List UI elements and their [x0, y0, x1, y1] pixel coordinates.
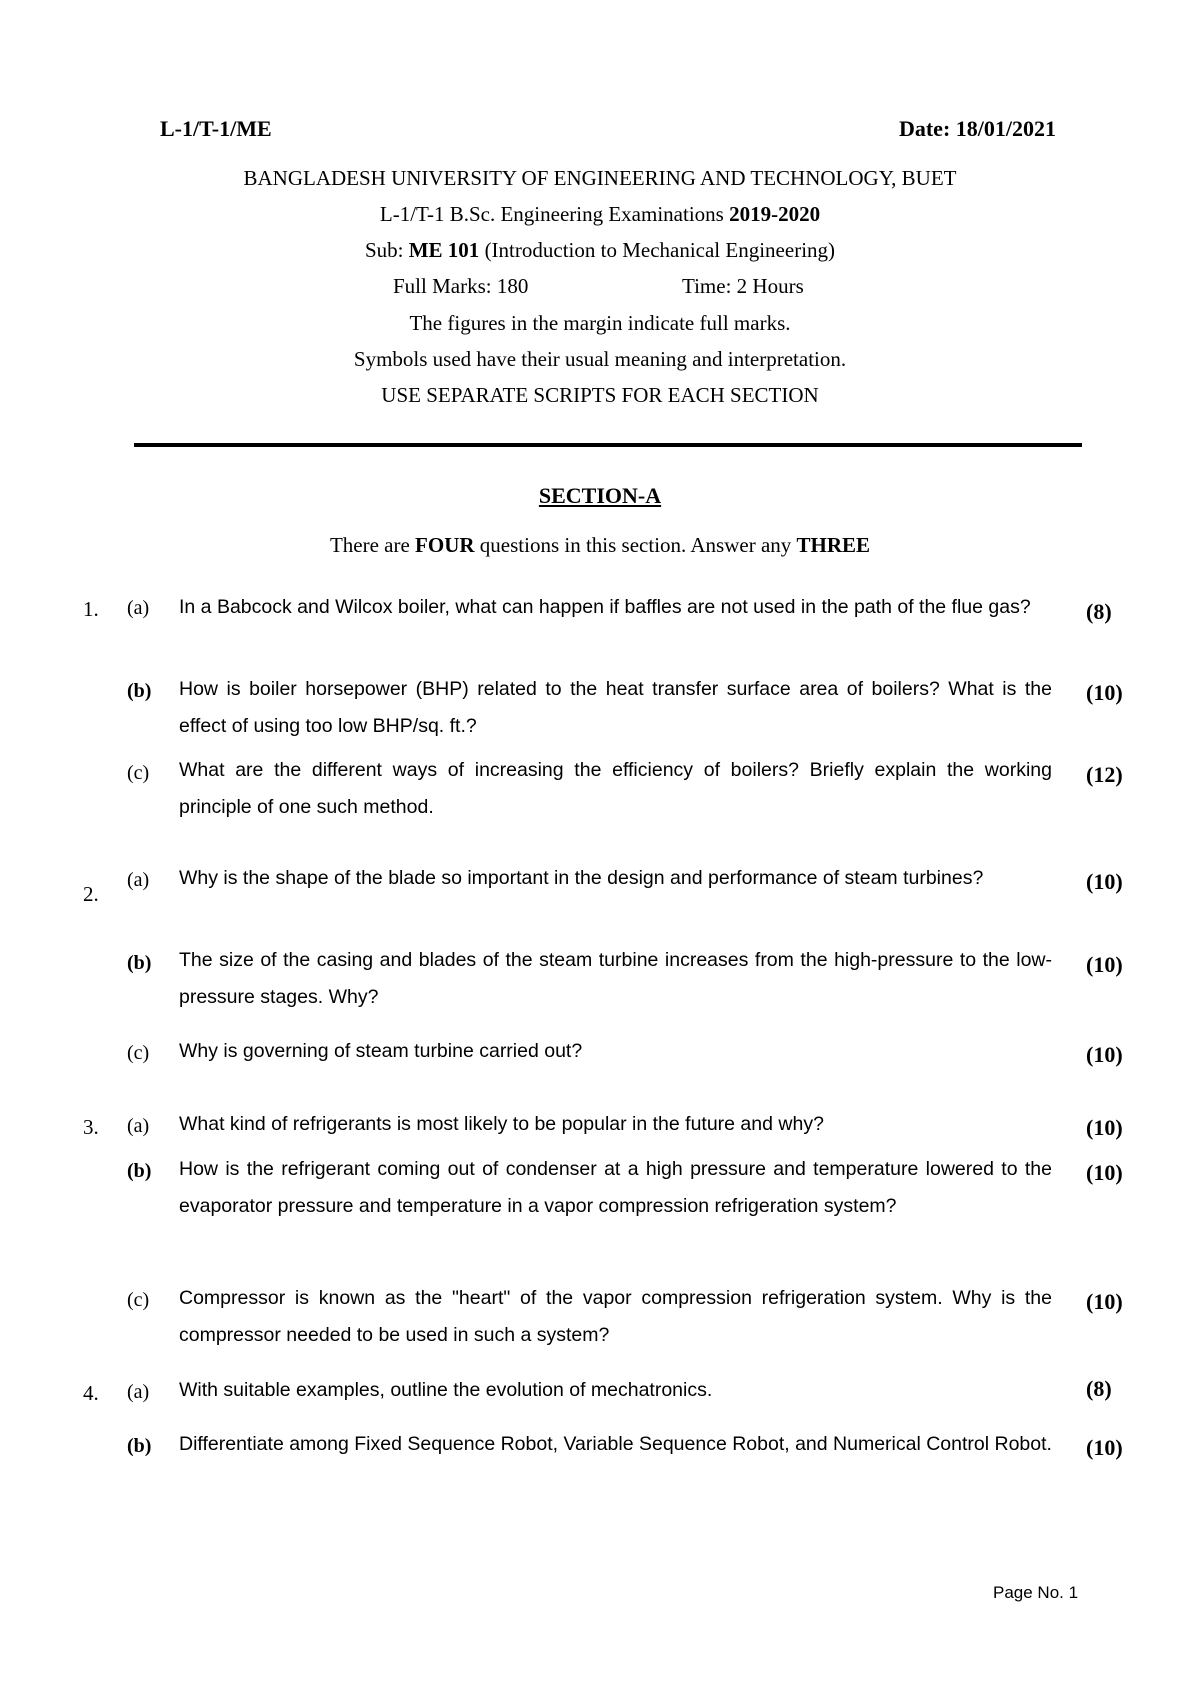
exam-title-prefix: L-1/T-1 B.Sc. Engineering Examinations	[379, 202, 730, 226]
section-title	[0, 483, 1200, 509]
exam-time: Time: 2 Hours	[682, 274, 804, 298]
instruction-count: FOUR	[415, 533, 475, 557]
subject-code: ME 101	[408, 238, 480, 262]
header-divider	[134, 443, 1082, 447]
question-1c-text: What are the different ways of increasing the efficiency of boilers? Briefly explain the working principle of one such method.	[179, 759, 1052, 818]
question-3c-marks: (10)	[1086, 1289, 1123, 1314]
instruction-any: THREE	[796, 533, 871, 557]
question-2c-marks: (10)	[1086, 1042, 1123, 1067]
question-2c-label: (c)	[127, 1042, 150, 1064]
question-4b-marks: (10)	[1086, 1435, 1123, 1460]
question-3c-label: (c)	[127, 1289, 150, 1311]
question-4a-text: With suitable examples, outline the evolution of mechatronics.	[179, 1379, 713, 1401]
question-3c-text: Compressor is known as the "heart" of the vapor compression refrigeration system. Why is the compressor needed to be used in such a system?	[179, 1287, 1052, 1346]
exam-year: 2019-2020	[729, 202, 821, 226]
question-3b-text: How is the refrigerant coming out of condenser at a high pressure and temperature lowered to the evaporator pressure and temperature in a vapor compression refrigeration system?	[179, 1158, 1052, 1217]
exam-title	[0, 202, 1200, 227]
question-2c-text: Why is governing of steam turbine carried out?	[179, 1040, 583, 1062]
note-margin-marks: The figures in the margin indicate full marks.	[409, 311, 791, 335]
question-2a-marks: (10)	[1086, 869, 1123, 894]
section-instruction	[0, 533, 1200, 558]
header-line	[160, 116, 1056, 142]
question-3b-marks: (10)	[1086, 1160, 1123, 1185]
question-2a-label: (a)	[127, 869, 150, 891]
question-2a-text: Why is the shape of the blade so important in the design and performance of steam turbines?	[179, 867, 984, 889]
exam-date: Date: 18/01/2021	[898, 116, 1056, 141]
question-3b-label: (b)	[127, 1160, 152, 1182]
question-4b-label: (b)	[127, 1435, 152, 1457]
question-3a-marks: (10)	[1086, 1115, 1123, 1140]
question-2b-text: The size of the casing and blades of the steam turbine increases from the high-pressure to the low-pressure stages. Why?	[179, 949, 1052, 1008]
question-4-number: 4.	[83, 1381, 99, 1405]
page-number: Page No. 1	[993, 1583, 1079, 1602]
question-3-number: 3.	[83, 1115, 99, 1139]
question-2b-marks: (10)	[1086, 952, 1123, 977]
question-4a-label: (a)	[127, 1381, 150, 1403]
instruction-part-2: questions in this section. Answer any	[474, 533, 797, 557]
question-4b-text: Differentiate among Fixed Sequence Robot, Variable Sequence Robot, and Numerical Control Robot.	[179, 1433, 1052, 1455]
note-symbols: Symbols used have their usual meaning and interpretation.	[353, 347, 847, 371]
question-1a-marks: (8)	[1086, 599, 1112, 624]
question-1c-marks: (12)	[1086, 762, 1123, 787]
question-1b-marks: (10)	[1086, 680, 1123, 705]
question-1-number: 1.	[83, 597, 99, 621]
question-1b-label: (b)	[127, 680, 152, 702]
question-1a-text: In a Babcock and Wilcox boiler, what can happen if baffles are not used in the path of the flue gas?	[179, 596, 1031, 618]
question-2-number: 2.	[83, 882, 99, 906]
question-1c-label: (c)	[127, 762, 150, 784]
question-1b-text: How is boiler horsepower (BHP) related to the heat transfer surface area of boilers? What is the effect of using too low BHP/sq. ft.?	[179, 678, 1052, 737]
full-marks: Full Marks: 180	[393, 274, 529, 298]
question-2b-label: (b)	[127, 952, 152, 974]
question-3a-label: (a)	[127, 1115, 150, 1137]
question-4a-marks: (8)	[1086, 1376, 1112, 1401]
note-separate-scripts: USE SEPARATE SCRIPTS FOR EACH SECTION	[381, 383, 819, 407]
course-code: L-1/T-1/ME	[160, 116, 272, 141]
subject-prefix: Sub:	[364, 238, 409, 262]
university-name: BANGLADESH UNIVERSITY OF ENGINEERING AND TECHNOLOGY, BUET	[243, 166, 957, 190]
question-1a-label: (a)	[127, 597, 150, 619]
question-3a-text: What kind of refrigerants is most likely to be popular in the future and why?	[179, 1113, 824, 1135]
subject-name: (Introduction to Mechanical Engineering)	[479, 238, 836, 262]
subject-line	[0, 238, 1200, 263]
section-title-text: SECTION-A	[538, 483, 662, 508]
instruction-part-1: There are	[329, 533, 416, 557]
